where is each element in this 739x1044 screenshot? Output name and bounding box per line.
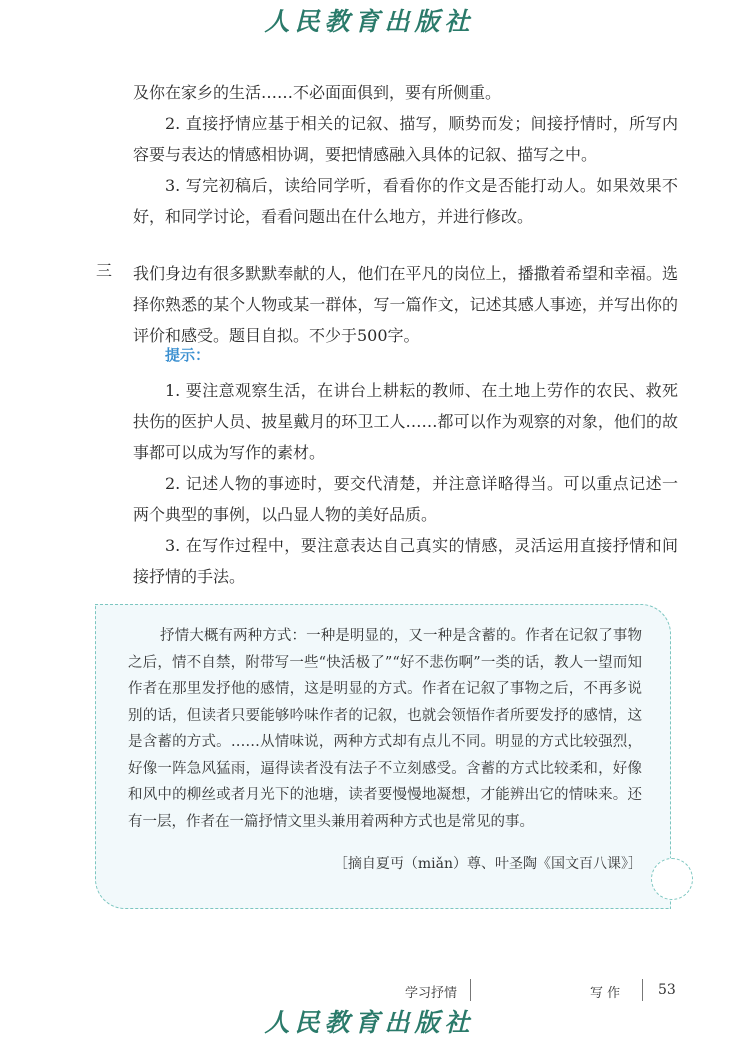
footer-divider [470, 979, 471, 1001]
page-number: 53 [658, 982, 676, 998]
publisher-logo-bottom: 人民教育出版社 [264, 1008, 475, 1037]
section-prompt: 我们身边有很多默默奉献的人，他们在平凡的岗位上，播撒着希望和幸福。选择你熟悉的某个人物或某一群体，写一篇作文，记述其感人事迹，并写出你的评价和感受。题目自拟。不少于500字。 [133, 264, 678, 345]
publisher-logo-top: 人民教育出版社 [264, 7, 475, 36]
footer-unit-title: 学习抒情 [405, 986, 458, 1001]
quote-box-notch [651, 858, 693, 900]
paragraph-point-3: 3. 写完初稿后，读给同学听，看看你的作文是否能打动人。如果效果不好，和同学讨论，看看问题出在什么地方，并进行修改。 [133, 176, 678, 226]
quote-source: ［摘自夏丏（miǎn）尊、叶圣陶《国文百八课》］ [333, 856, 642, 872]
hint-label: 提示： [165, 346, 211, 364]
hint-item-1: 1. 要注意观察生活，在讲台上耕耘的教师、在土地上劳作的农民、救死扶伤的医护人员、披星戴月的环卫工人……都可以作为观察的对象，他们的故事都可以成为写作的素材。 [133, 381, 678, 462]
quote-text: 抒情大概有两种方式：一种是明显的，又一种是含蓄的。作者在记叙了事物之后，情不自禁，附带写一些“快活极了”“好不悲伤啊”一类的话，教人一望而知作者在那里发抒他的感情，这是明显的方式。作者在记叙了事物之后，不再多说别的话，但读者只要能够吟味作者的记叙，也就会领悟作者所要发抒的感情，这是含蓄的方式。……从情味说，两种方式却有点儿不同。明显的方式比较强烈，好像一阵急风猛雨，逼得读者没有法子不立刻感受。含蓄的方式比较柔和，好像和风中的柳丝或者月光下的池塘，读者要慢慢地凝想，才能辨出它的情味来。还有一层，作者在一篇抒情文里头兼用着两种方式也是常见的事。 [128, 628, 642, 830]
footer-section-title: 写 作 [590, 986, 621, 1001]
footer-divider [642, 979, 643, 1001]
hint-item-2: 2. 记述人物的事迹时，要交代清楚，并注意详略得当。可以重点记述一两个典型的事例，以凸显人物的美好品质。 [133, 474, 678, 524]
section-number: 三 [96, 261, 113, 280]
paragraph-continued: 及你在家乡的生活……不必面面俱到，要有所侧重。 [133, 83, 502, 102]
hint-item-3: 3. 在写作过程中，要注意表达自己真实的情感，灵活运用直接抒情和间接抒情的手法。 [133, 536, 678, 586]
paragraph-point-2: 2. 直接抒情应基于相关的记叙、描写，顺势而发；间接抒情时，所写内容要与表达的情感相协调，要把情感融入具体的记叙、描写之中。 [133, 114, 678, 164]
